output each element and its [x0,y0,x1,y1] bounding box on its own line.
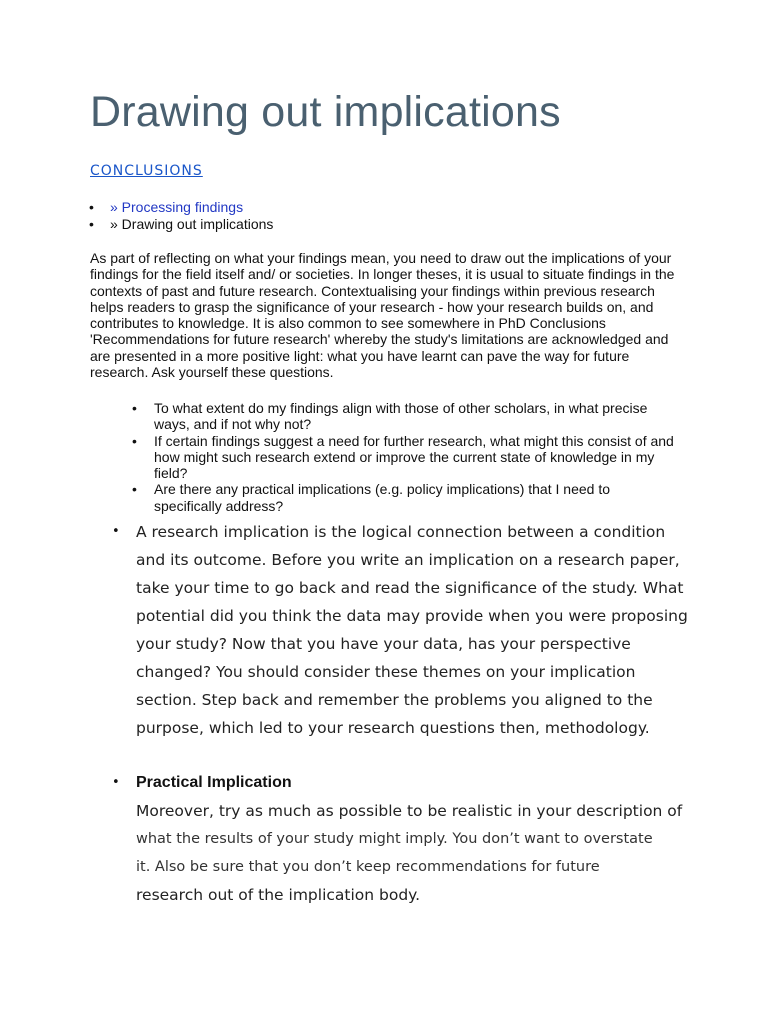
intro-paragraph: As part of reflecting on what your findings mean, you need to draw out the implications of your findings for the field itself and/ or societies. In longer theses, it is usual to situate findings in the contexts of past and future research. Contextualising your findings within previous research helps readers to grasp the significance of your research - how your research builds on, and contributes to knowledge. It is also common to see somewhere in PhD Conclusions 'Recommendations for future research' whereby the study's limitations are acknowledged and are presented in a more positive light: what you have learnt can pave the way for future research. Ask yourself these questions. [90,250,675,381]
bullet-icon: • [132,400,137,416]
practical-line: it. Also be sure that you don’t keep recommendations for future [136,859,600,875]
list-item [112,518,692,742]
research-implication-text: A research implication is the logical connection between a condition and its outcome. Before you write an implication on a research paper, take your time to go back and read the significance of the study. What potential did you think the data may provide when you were proposing your study? Now that you have your data, has your perspective changed? You should consider these themes on your implication section. Step back and remember the problems you aligned to the purpose, which led to your research questions then, methodology. [136,523,688,737]
bullet-icon: • [89,199,94,215]
list-item [132,433,677,482]
bullet-icon: • [132,481,137,498]
breadcrumb-current: » Drawing out implications [110,216,274,232]
practical-line: Moreover, try as much as possible to be realistic in your description of [136,802,683,820]
implication-list [112,518,692,909]
breadcrumb-list [89,199,273,233]
questions-list [132,400,677,514]
list-item [132,400,677,433]
question-text: Are there any practical implications (e.g. policy implications) that I need to specifically address? [154,481,610,514]
bullet-icon: • [89,216,94,232]
bullet-icon: • [112,524,120,539]
breadcrumb-item[interactable] [89,199,273,216]
practical-implication-heading: Practical Implication [136,774,292,791]
bullet-icon: • [132,432,137,449]
list-item [112,769,692,909]
conclusions-link[interactable]: CONCLUSIONS [90,163,203,179]
question-text: To what extent do my findings align with those of other scholars, in what precise ways, and if not why not? [154,400,648,433]
list-item [132,481,677,514]
question-text: If certain findings suggest a need for further research, what might this consist of and how might such research extend or improve the current state of knowledge in my field? [154,432,674,482]
practical-line: what the results of your study might imply. You don’t want to overstate [136,831,653,847]
page-title: Drawing out implications [90,88,561,136]
practical-line: research out of the implication body. [136,886,421,904]
breadcrumb-item [89,216,273,233]
practical-implication-body [136,797,692,909]
bullet-icon: • [112,775,120,790]
breadcrumb-link-processing-findings[interactable]: » Processing findings [110,199,244,215]
